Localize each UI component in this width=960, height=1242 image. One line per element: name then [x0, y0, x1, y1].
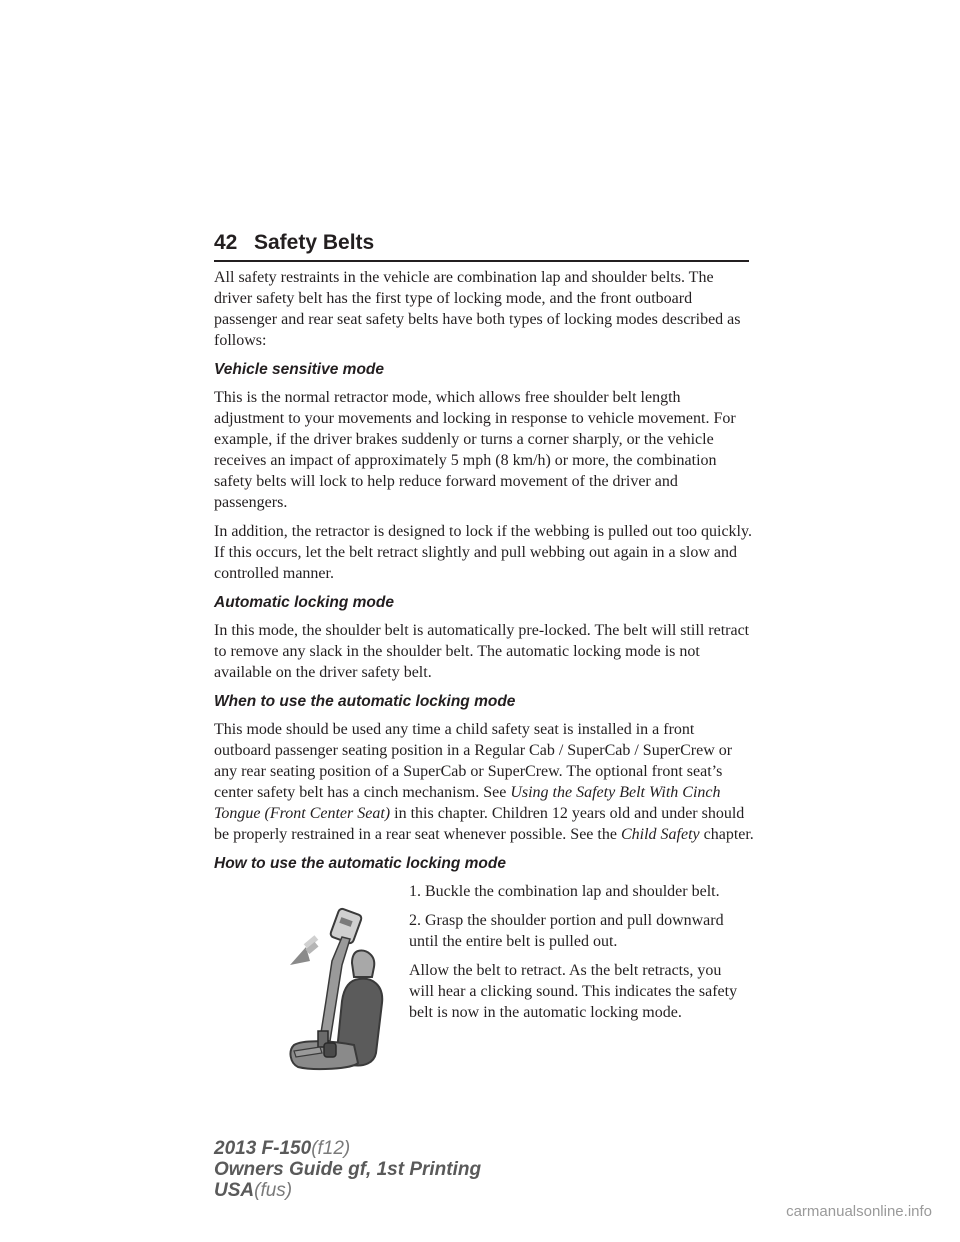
vehicle-sensitive-paragraph: This is the normal retractor mode, which allows free shoulder belt length adjustment to your movements and locking in response to vehicle movement. For example, if the driver brakes suddenly or turns a corner sharply, or the vehicle receives an impact of approximately 5 mph (8 km/h) or more, the combination safety belts will lock to help reduce forward movement of the driver and passengers.: [214, 389, 736, 511]
when-to-use-text-a: This mode should be used any time a child safety seat is installed in a front outboard passenger seating position in a Regular Cab / SuperCab / SuperCrew or any rear seating position of a SuperCab or SuperCrew. The optional front seat’s center safety belt has a cinch mechanism. See: [214, 721, 733, 801]
main-content: [214, 267, 754, 1071]
child-safety-reference: Child Safety: [620, 826, 700, 843]
automatic-locking-paragraph: In this mode, the shoulder belt is automatically pre-locked. The belt will still retract to remove any slack in the shoulder belt. The automatic locking mode is not available on the driver safety belt.: [214, 622, 750, 681]
footer-model-code: (f12): [311, 1138, 351, 1159]
when-to-use-text-b: in this chapter. Children 12 years old and under should be properly restrained in a rear seat whenever possible. See the: [214, 805, 745, 843]
retractor-paragraph: In addition, the retractor is designed to lock if the webbing is pulled out too quickly. If this occurs, let the belt retract slightly and pull webbing out again in a slow and controlled manner.: [214, 523, 752, 582]
footer-region: USA: [214, 1180, 255, 1201]
footer-model: 2013 F-150: [214, 1138, 312, 1159]
page-header: [214, 226, 749, 262]
intro-paragraph: All safety restraints in the vehicle are combination lap and shoulder belts. The driver safety belt has the first type of locking mode, and the front outboard passenger and rear seat safety belts have both types of locking modes described as follows:: [214, 269, 741, 349]
watermark: carmanualsonline.info: [786, 1203, 932, 1220]
how-to-use-heading: How to use the automatic locking mode: [214, 855, 506, 872]
footer-guide: Owners Guide gf, 1st Printing: [214, 1159, 482, 1180]
step-2: 2. Grasp the shoulder portion and pull downward until the entire belt is pulled out.: [409, 912, 724, 950]
when-to-use-paragraph: [214, 719, 754, 845]
vehicle-sensitive-heading: Vehicle sensitive mode: [214, 361, 385, 378]
section-title: Safety Belts: [254, 231, 375, 254]
footer-region-line: [214, 1180, 481, 1201]
automatic-locking-heading: Automatic locking mode: [214, 594, 394, 611]
cinch-tongue-reference: Using the Safety Belt With Cinch Tongue (Front Center Seat): [214, 784, 721, 822]
page-number: 42: [214, 231, 238, 254]
step-1: 1. Buckle the combination lap and shoulder belt.: [409, 883, 720, 900]
how-to-use-steps: [409, 881, 749, 1031]
footer-model-line: [214, 1138, 481, 1159]
when-to-use-heading: When to use the automatic locking mode: [214, 693, 516, 710]
step-3: Allow the belt to retract. As the belt retracts, you will hear a clicking sound. This indicates the safety belt is now in the automatic locking mode.: [409, 962, 738, 1021]
when-to-use-text-c: chapter.: [699, 826, 754, 843]
how-to-use-section: [214, 881, 754, 1071]
page-footer: [214, 1138, 481, 1201]
footer-region-code: (fus): [254, 1180, 293, 1201]
seat-belt-seat-icon: [254, 881, 404, 1071]
